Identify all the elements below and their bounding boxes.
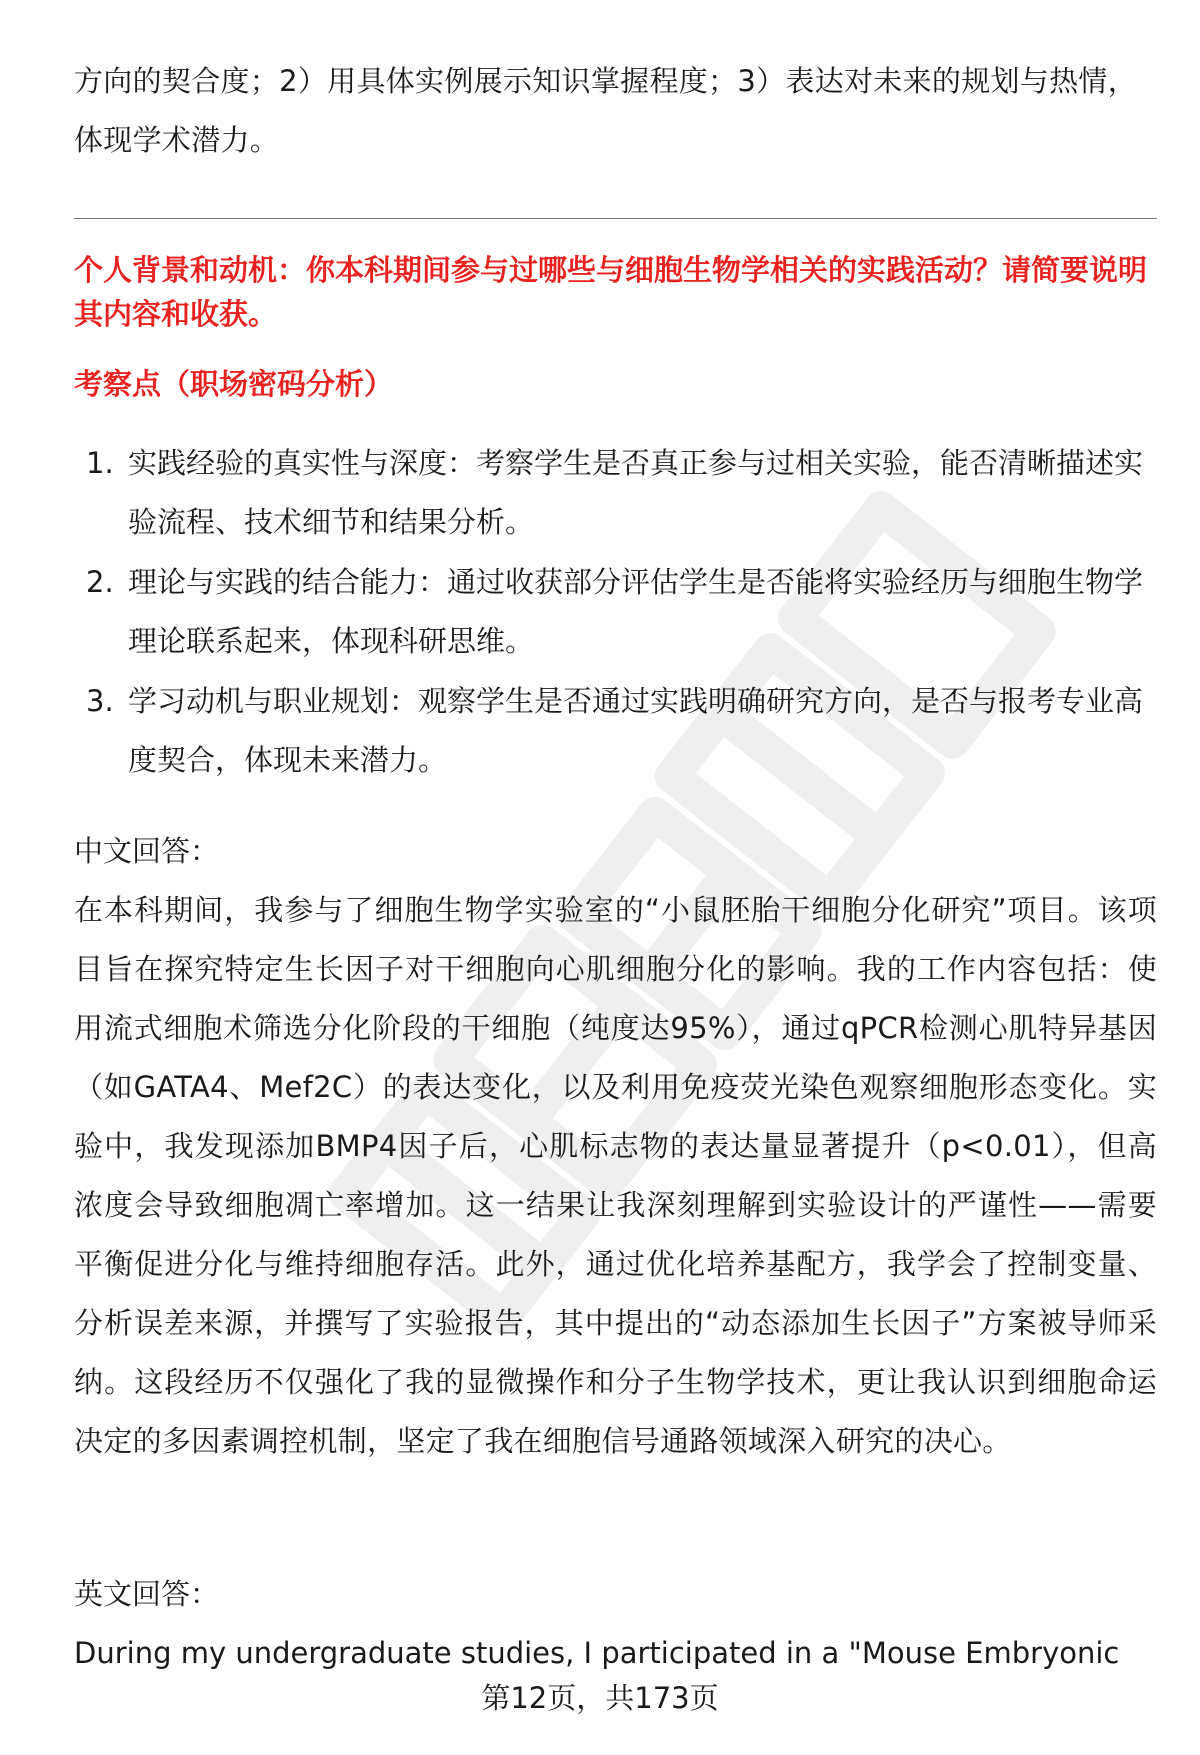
- list-item-text: 学习动机与职业规划：观察学生是否通过实践明确研究方向，是否与报考专业高度契合，体现未来潜力。: [128, 684, 1144, 777]
- english-answer-label: 英文回答：: [74, 1577, 220, 1611]
- english-answer-text: During my undergraduate studies, I participated in a "Mouse Embryonic: [74, 1636, 1120, 1670]
- list-item-text: 理论与实践的结合能力：通过收获部分评估学生是否能将实验经历与细胞生物学理论联系起来，体现科研思维。: [128, 565, 1144, 658]
- chinese-answer-label: 中文回答：: [74, 834, 220, 868]
- list-item: [74, 672, 1157, 790]
- intro-line-1: 方向的契合度；2）用具体实例展示知识掌握程度；3）表达对未来的规划与热情，: [74, 64, 1138, 98]
- list-item: [74, 434, 1157, 552]
- assessment-heading: 考察点（职场密码分析）: [74, 367, 394, 401]
- list-item-number: 2.: [86, 565, 114, 599]
- list-item: [74, 553, 1157, 671]
- list-item-number: 3.: [86, 684, 114, 718]
- question-heading: 个人背景和动机：你本科期间参与过哪些与细胞生物学相关的实践活动？请简要说明其内容和收获。: [74, 253, 1148, 331]
- page-number: 第12页，共173页: [481, 1681, 719, 1715]
- intro-line-2: 体现学术潜力。: [74, 123, 280, 157]
- intro-paragraph: [74, 52, 1157, 170]
- chinese-answer-text: 在本科期间，我参与了细胞生物学实验室的“小鼠胚胎干细胞分化研究”项目。该项目旨在探究特定生长因子对干细胞向心肌细胞分化的影响。我的工作内容包括：使用流式细胞术筛选分化阶段的干细胞（纯度达95%），通过qPCR检测心肌特异基因（如GATA4、Mef2C）的表达变化，以及利用免疫荧光染色观察细胞形态变化。实验中，我发现添加BMP4因子后，心肌标志物的表达量显著提升（p<0.01），但高浓度会导致细胞凋亡率增加。这一结果让我深刻理解到实验设计的严谨性——需要平衡促进分化与维持细胞存活。此外，通过优化培养基配方，我学会了控制变量、分析误差来源，并撰写了实验报告，其中提出的“动态添加生长因子”方案被导师采纳。这段经历不仅强化了我的显微操作和分子生物学技术，更让我认识到细胞命运决定的多因素调控机制，坚定了我在细胞信号通路领域深入研究的决心。: [74, 893, 1157, 1458]
- list-item-number: 1.: [86, 446, 114, 480]
- section-divider: [74, 218, 1157, 219]
- assessment-list: [74, 434, 1157, 791]
- list-item-text: 实践经验的真实性与深度：考察学生是否真正参与过相关实验，能否清晰描述实验流程、技术细节和结果分析。: [128, 446, 1144, 539]
